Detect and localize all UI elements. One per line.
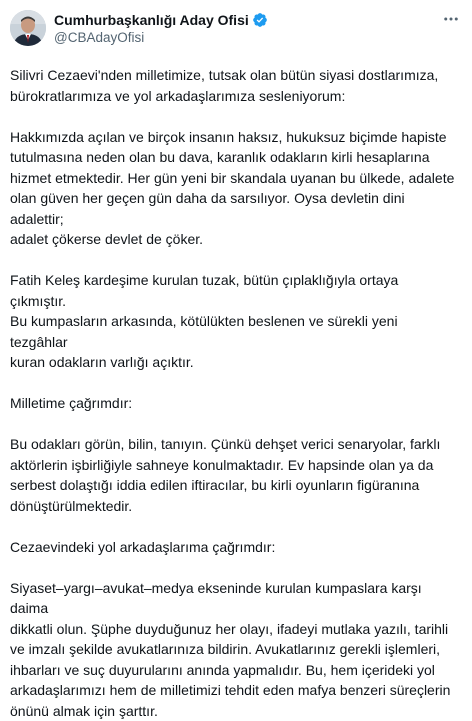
tweet-paragraph: Bu odakları görün, bilin, tanıyın. Çünkü dehşet verici senaryolar, farklı aktörlerin işbirliğiyle sahneye konulmaktadır. Ev hapsinde olan ya da serbest dolaştığı iddia edilen iftiracılar, bu kirli oyunların figüranına dönüştürülmektedir. [10,434,458,516]
avatar-photo-icon [10,10,46,46]
account-names [54,11,268,47]
display-name[interactable]: Cumhurbaşkanlığı Aday Ofisi [54,11,249,29]
avatar[interactable] [10,10,46,46]
tweet-paragraph: Milletime çağrımdır: [10,393,458,414]
tweet-paragraph: Siyaset–yargı–avukat–medya ekseninde kurulan kumpaslara karşı daima dikkatli olun. Şüphe duyduğunuz her olayı, ifadeyi mutlaka yazılı, tarihli ve imzalı şekilde avukatlarınıza bildirin. Avukatlarınız gerekli işlemleri, ihbarları ve suç duyurularını anında yapmalıdır. Bu, hem içerideki yol arkadaşlarımızı hem de milletimizi tehdit eden mafya benzeri süreçlerin önünü almak için şarttır. [10,578,458,721]
more-options-icon[interactable] [440,10,462,28]
display-name-row [54,11,268,29]
tweet-paragraph: Hakkımızda açılan ve birçok insanın haksız, hukuksuz biçimde hapiste tutulmasına neden olan bu dava, karanlık odakların kirli hesaplarına hizmet etmektedir. Her gün yeni bir skandala uyanan bu ülkede, adalete olan güven her geçen gün daha da sarsılıyor. Oysa devletin dini adalettir; adalet çökerse devlet de çöker. [10,127,458,250]
verified-badge-icon [252,12,268,28]
tweet-paragraph: Cezaevindeki yol arkadaşlarıma çağrımdır: [10,537,458,558]
tweet-paragraph: Fatih Keleş kardeşime kurulan tuzak, bütün çıplaklığıyla ortaya çıkmıştır. Bu kumpasların arkasında, kötülükten beslenen ve sürekli yeni tezgâhlar kuran odakların varlığı açıktır. [10,270,458,373]
tweet-text [8,65,458,721]
tweet-header [8,9,458,55]
account-handle[interactable]: @CBAdayOfisi [54,29,268,47]
tweet-paragraph: Silivri Cezaevi'nden milletimize, tutsak olan bütün siyasi dostlarımıza, bürokratlarımıza ve yol arkadaşlarımıza sesleniyorum: [10,65,458,106]
